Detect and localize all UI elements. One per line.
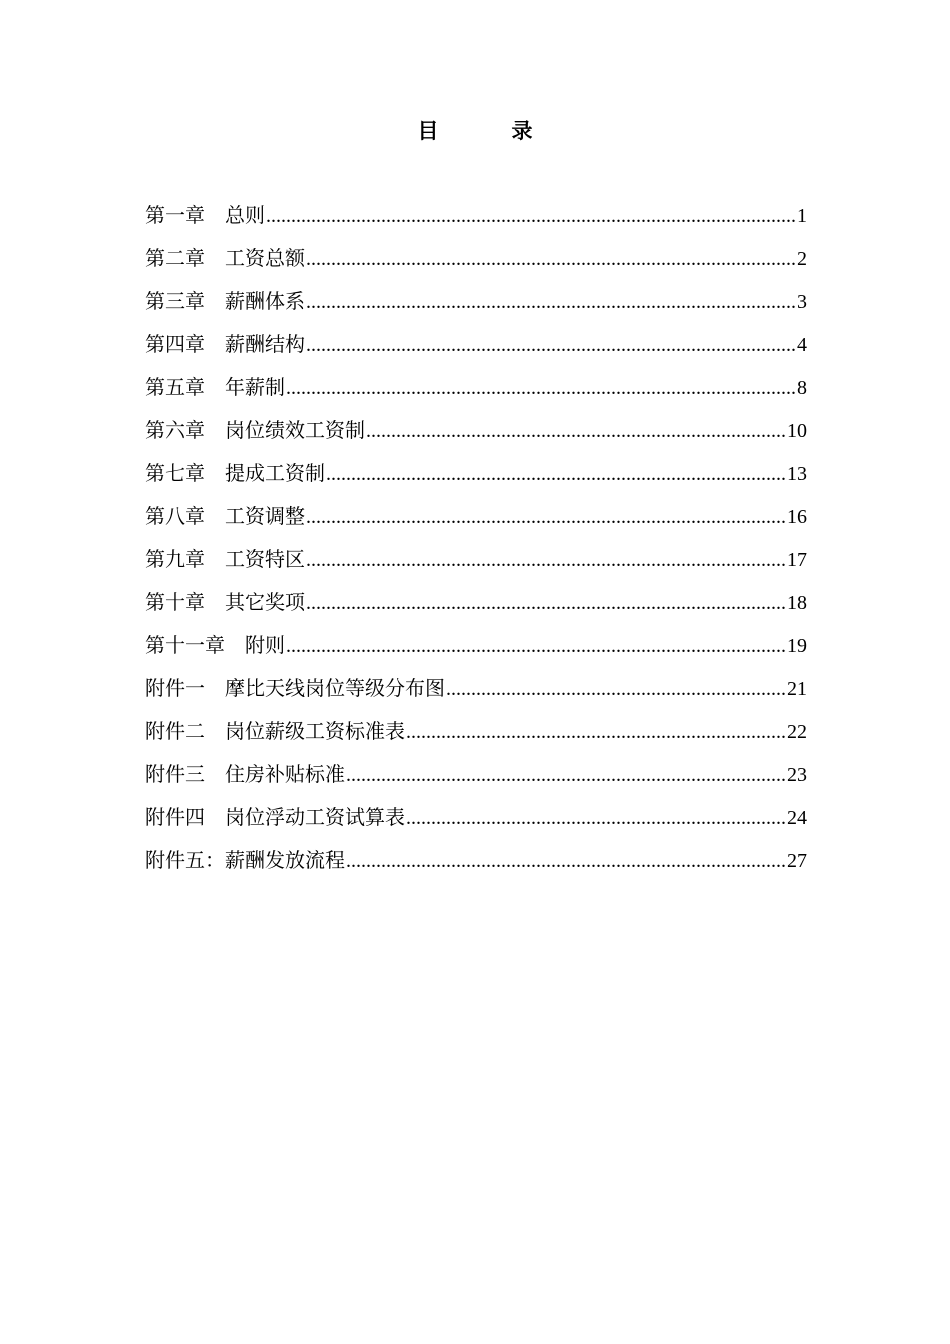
toc-dot-leader [406, 715, 786, 749]
toc-entry-label: 第五章 年薪制 [145, 375, 285, 399]
toc-dot-leader [366, 414, 786, 448]
toc-entry-label: 第三章 薪酬体系 [145, 289, 305, 313]
toc-entry-label: 第四章 薪酬结构 [145, 332, 305, 356]
toc-entry-label: 附件四 岗位浮动工资试算表 [145, 805, 405, 829]
toc-entry[interactable] [145, 628, 807, 671]
toc-entry-label: 第十一章 附则 [145, 633, 285, 657]
toc-entry-label: 附件二 岗位薪级工资标准表 [145, 719, 405, 743]
toc-dot-leader [346, 758, 786, 792]
toc-entry[interactable] [145, 241, 807, 284]
toc-entry-page: 18 [787, 592, 807, 614]
toc-entry[interactable] [145, 456, 807, 499]
toc-dot-leader [306, 586, 786, 620]
toc-entry-page: 17 [787, 549, 807, 571]
toc-entry[interactable] [145, 370, 807, 413]
toc-dot-leader [406, 801, 786, 835]
toc-dot-leader [266, 199, 796, 233]
toc-entry[interactable] [145, 499, 807, 542]
toc-entry[interactable] [145, 413, 807, 456]
table-of-contents [145, 198, 807, 886]
toc-entry-label: 第九章 工资特区 [145, 547, 305, 571]
toc-dot-leader [306, 543, 786, 577]
toc-dot-leader [346, 844, 786, 878]
toc-entry-page: 22 [787, 721, 807, 743]
toc-entry-page: 27 [787, 850, 807, 872]
toc-entry-label: 第一章 总则 [145, 203, 265, 227]
toc-entry-label: 附件三 住房补贴标准 [145, 762, 345, 786]
toc-entry-page: 16 [787, 506, 807, 528]
toc-entry[interactable] [145, 757, 807, 800]
toc-entry-label: 附件一 摩比天线岗位等级分布图 [145, 676, 445, 700]
toc-entry-page: 3 [797, 291, 807, 313]
toc-entry-label: 第七章 提成工资制 [145, 461, 325, 485]
toc-entry[interactable] [145, 843, 807, 886]
toc-entry-label: 第六章 岗位绩效工资制 [145, 418, 365, 442]
toc-entry-page: 2 [797, 248, 807, 270]
toc-entry-page: 23 [787, 764, 807, 786]
toc-dot-leader [326, 457, 786, 491]
toc-dot-leader [286, 371, 796, 405]
toc-entry-page: 13 [787, 463, 807, 485]
toc-title: 目 录 [417, 118, 559, 143]
toc-entry-page: 21 [787, 678, 807, 700]
toc-entry-label: 附件五：薪酬发放流程 [145, 848, 345, 872]
toc-entry[interactable] [145, 198, 807, 241]
toc-entry-page: 1 [797, 205, 807, 227]
toc-entry[interactable] [145, 714, 807, 757]
toc-dot-leader [306, 328, 796, 362]
toc-entry[interactable] [145, 284, 807, 327]
toc-entry[interactable] [145, 542, 807, 585]
toc-dot-leader [306, 500, 786, 534]
toc-entry-page: 19 [787, 635, 807, 657]
toc-entry-page: 24 [787, 807, 807, 829]
toc-entry[interactable] [145, 585, 807, 628]
toc-entry-page: 8 [797, 377, 807, 399]
toc-entry-page: 10 [787, 420, 807, 442]
toc-entry-label: 第八章 工资调整 [145, 504, 305, 528]
toc-dot-leader [306, 285, 796, 319]
toc-entry-page: 4 [797, 334, 807, 356]
toc-entry[interactable] [145, 671, 807, 714]
toc-entry[interactable] [145, 327, 807, 370]
toc-dot-leader [306, 242, 796, 276]
toc-dot-leader [446, 672, 786, 706]
toc-entry-label: 第十章 其它奖项 [145, 590, 305, 614]
toc-entry-label: 第二章 工资总额 [145, 246, 305, 270]
toc-entry[interactable] [145, 800, 807, 843]
toc-dot-leader [286, 629, 786, 663]
